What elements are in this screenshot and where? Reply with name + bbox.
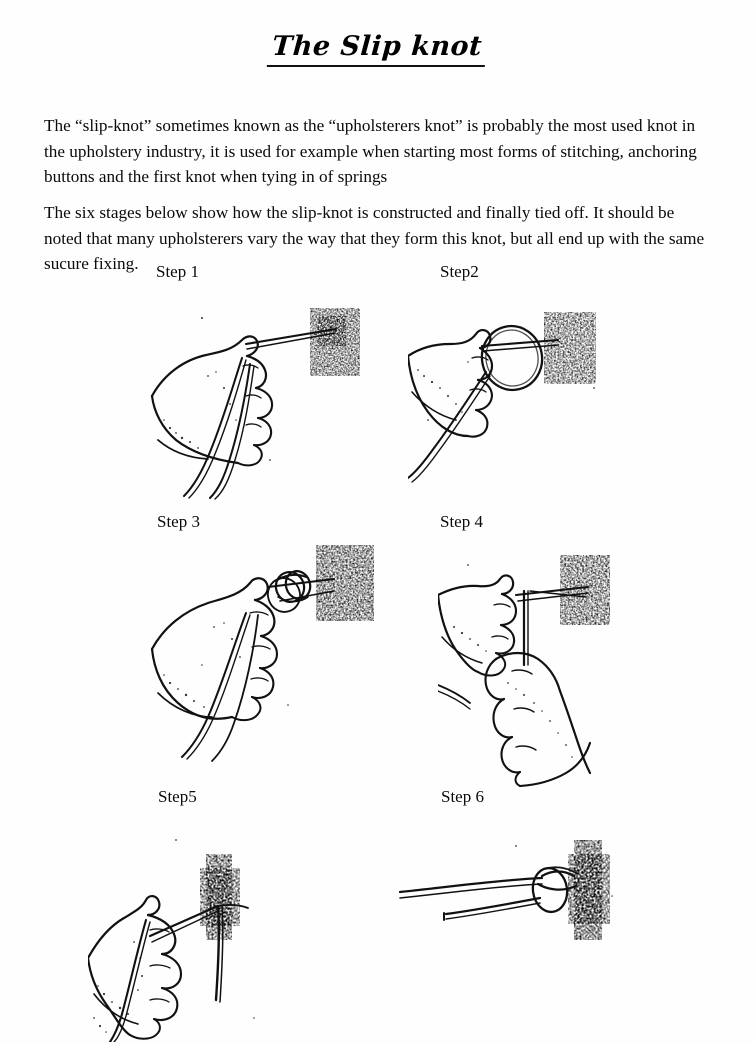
thread-through-fist	[110, 920, 150, 1042]
step-1-illustration	[150, 300, 372, 500]
step-label-3: Step 3	[157, 512, 200, 531]
step-label-2: Step2	[440, 262, 479, 281]
fabric-texture	[310, 308, 360, 376]
step-5-illustration	[88, 818, 374, 1042]
page-title-container	[0, 32, 754, 67]
step-label-1: Step 1	[156, 262, 199, 281]
step-label-6: Step 6	[441, 787, 484, 806]
thread-standing-part	[400, 878, 542, 898]
thread-strands	[182, 613, 258, 761]
thread-pulled-down	[438, 591, 528, 709]
step-4-illustration	[438, 553, 644, 787]
thread-strands	[184, 358, 254, 499]
upper-hand-outline	[438, 575, 516, 675]
thread-coils	[264, 568, 314, 616]
fabric-texture	[316, 545, 374, 621]
step-2-illustration	[408, 300, 632, 500]
page-title: The Slip knot	[267, 32, 487, 67]
step-label-4: Step 4	[440, 512, 483, 531]
fabric-texture	[544, 312, 596, 384]
step-label-5: Step5	[158, 787, 197, 806]
thread-tail	[444, 898, 540, 920]
step-3-illustration	[148, 545, 382, 777]
fabric-texture	[568, 840, 610, 940]
intro-paragraph-2: The six stages below show how the slip-knot is constructed and finally tied off. It should be noted that many upholsterers vary the way that they form this knot, but all end up with the same sucure fixing.	[44, 203, 705, 274]
step-6-illustration	[398, 838, 634, 962]
intro-paragraph-1: The “slip-knot” sometimes known as the “upholsterers knot” is probably the most used knot in the upholstery industry, it is used for example when starting most forms of stitching, anchoring buttons and the first knot when tying in of springs	[44, 116, 697, 187]
